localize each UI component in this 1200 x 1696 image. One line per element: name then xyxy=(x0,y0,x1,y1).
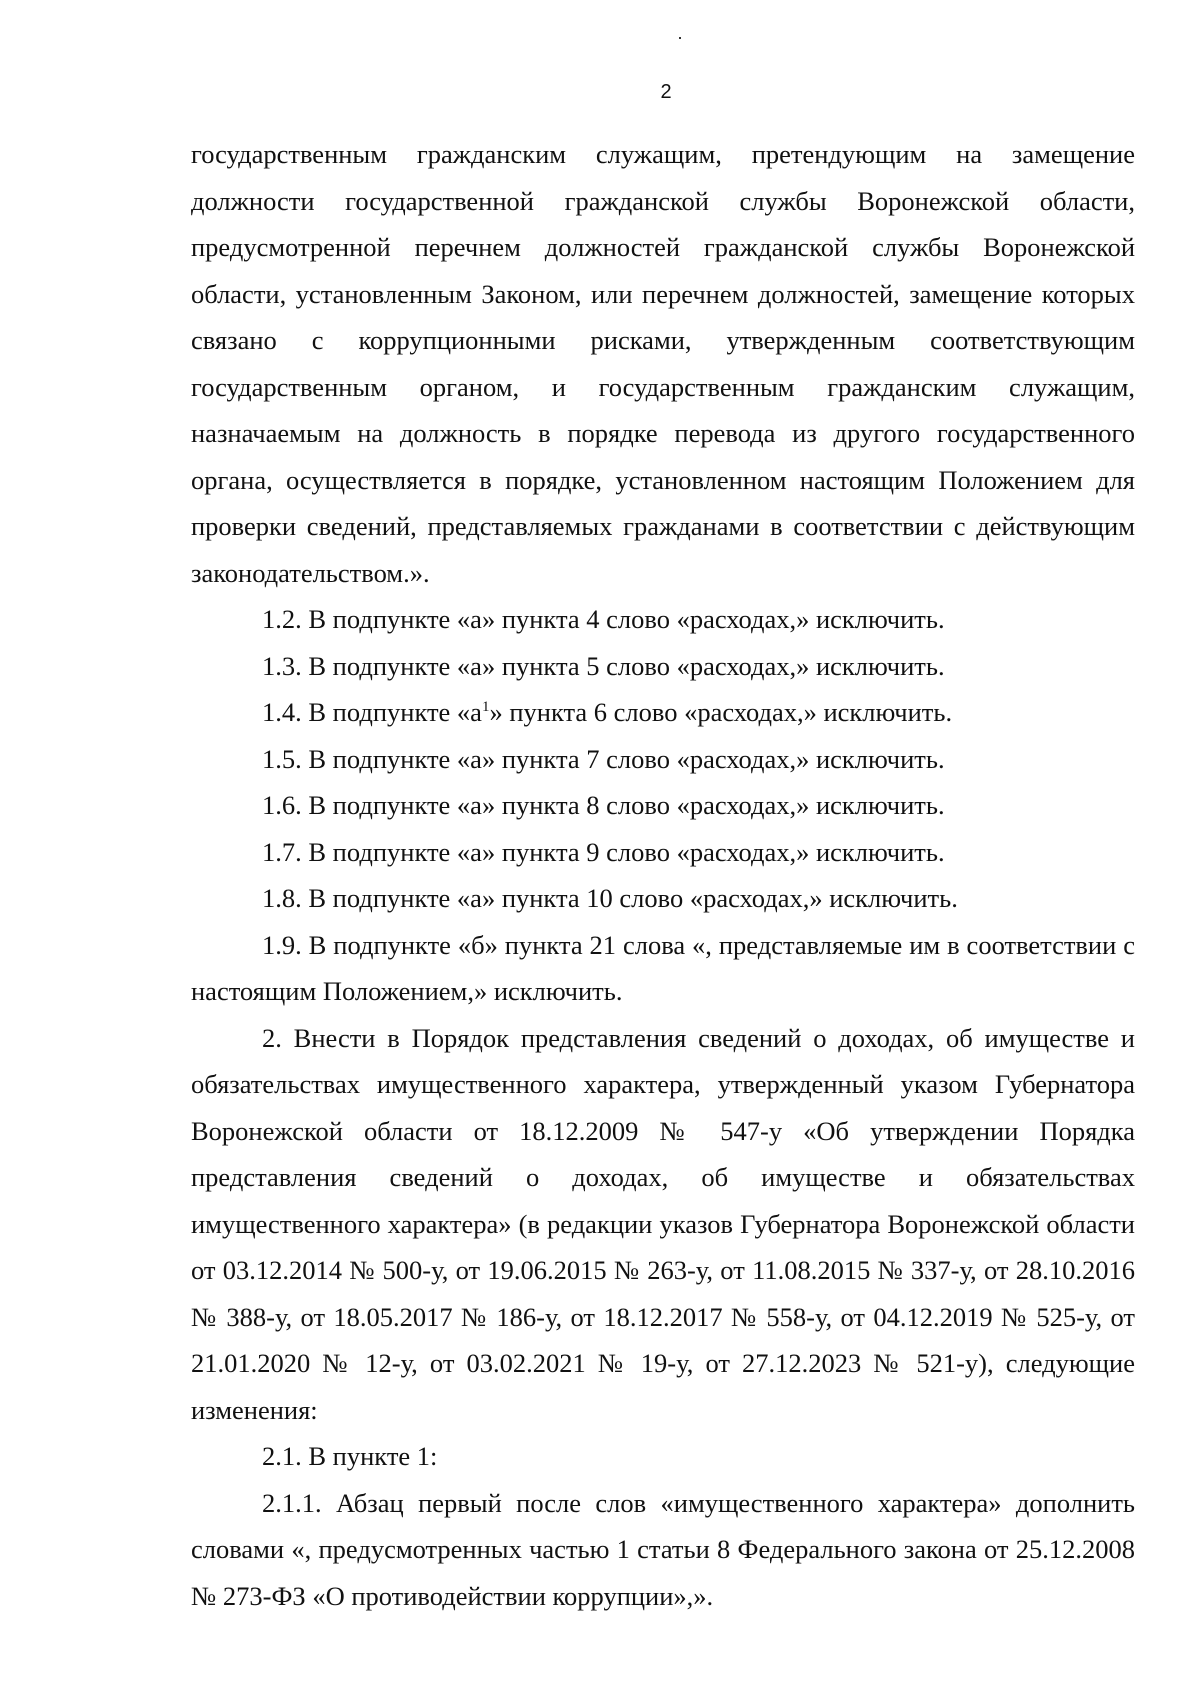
scan-speck xyxy=(679,37,681,39)
paragraph-1-4-start: 1.4. В подпункте «а xyxy=(262,697,482,727)
document-body xyxy=(191,131,1135,1619)
paragraph-1-7: 1.7. В подпункте «а» пункта 9 слово «расходах,» исключить. xyxy=(262,836,945,867)
paragraph-2: 2. Внести в Порядок представления сведений о доходах, об имуществе и обязательствах имущественного характера, утвержденный указом Губернатора Воронежской области от 18.12.2009 № 547-у «Об утверждении Порядка представления сведений о доходах, об имуществе и обязательствах имущественного характера» (в редакции указов Губернатора Воронежской области от 03.12.2014 № 500-у, от 19.06.2015 № 263-у, от 11.08.2015 № 337-у, от 28.10.2016 № 388-у, от 18.05.2017 № 186-у, от 18.12.2017 № 558-у, от 04.12.2019 № 525-у, от 21.01.2020 № 12-у, от 03.02.2021 № 19-у, от 27.12.2023 № 521-у), следующие изменения: xyxy=(191,1022,1135,1425)
paragraph-1-4 xyxy=(191,689,1135,736)
superscript-one: 1 xyxy=(481,699,490,716)
paragraph-1-8: 1.8. В подпункте «а» пункта 10 слово «расходах,» исключить. xyxy=(262,883,958,913)
paragraph-1-5: 1.5. В подпункте «а» пункта 7 слово «расходах,» исключить. xyxy=(262,743,945,774)
paragraph-1-9: 1.9. В подпункте «б» пункта 21 слова «, представляемые им в соответствии с настоящим Положением,» исключить. xyxy=(191,929,1135,1006)
paragraph-continuation: государственным гражданским служащим, претендующим на замещение должности государственной гражданской службы Воронежской области, предусмотренной перечнем должностей гражданской службы Воронежской области, установленным Законом, или перечнем должностей, замещение которых связано с коррупционными рисками, утвержденным соответствующим государственным органом, и государственным гражданским служащим, назначаемым на должность в порядке перевода из другого государственного органа, осуществляется в порядке, установленном настоящим Положением для проверки сведений, представляемых гражданами в соответствии с действующим законодательством.». xyxy=(191,139,1135,588)
paragraph-1-2: 1.2. В подпункте «а» пункта 4 слово «расходах,» исключить. xyxy=(262,604,945,634)
page-number: 2 xyxy=(660,81,672,103)
paragraph-1-6: 1.6. В подпункте «а» пункта 8 слово «расходах,» исключить. xyxy=(262,790,945,820)
paragraph-1-4-end: » пункта 6 слово «расходах,» исключить. xyxy=(489,697,953,727)
paragraph-2-1-1: 2.1.1. Абзац первый после слов «имущественного характера» дополнить словами «, предусмотренных частью 1 статьи 8 Федерального закона от 25.12.2008 № 273-ФЗ «О противодействии коррупции»,». xyxy=(191,1487,1135,1611)
paragraph-1-3: 1.3. В подпункте «а» пункта 5 слово «расходах,» исключить. xyxy=(262,650,945,681)
paragraph-2-1: 2.1. В пункте 1: xyxy=(262,1441,438,1471)
